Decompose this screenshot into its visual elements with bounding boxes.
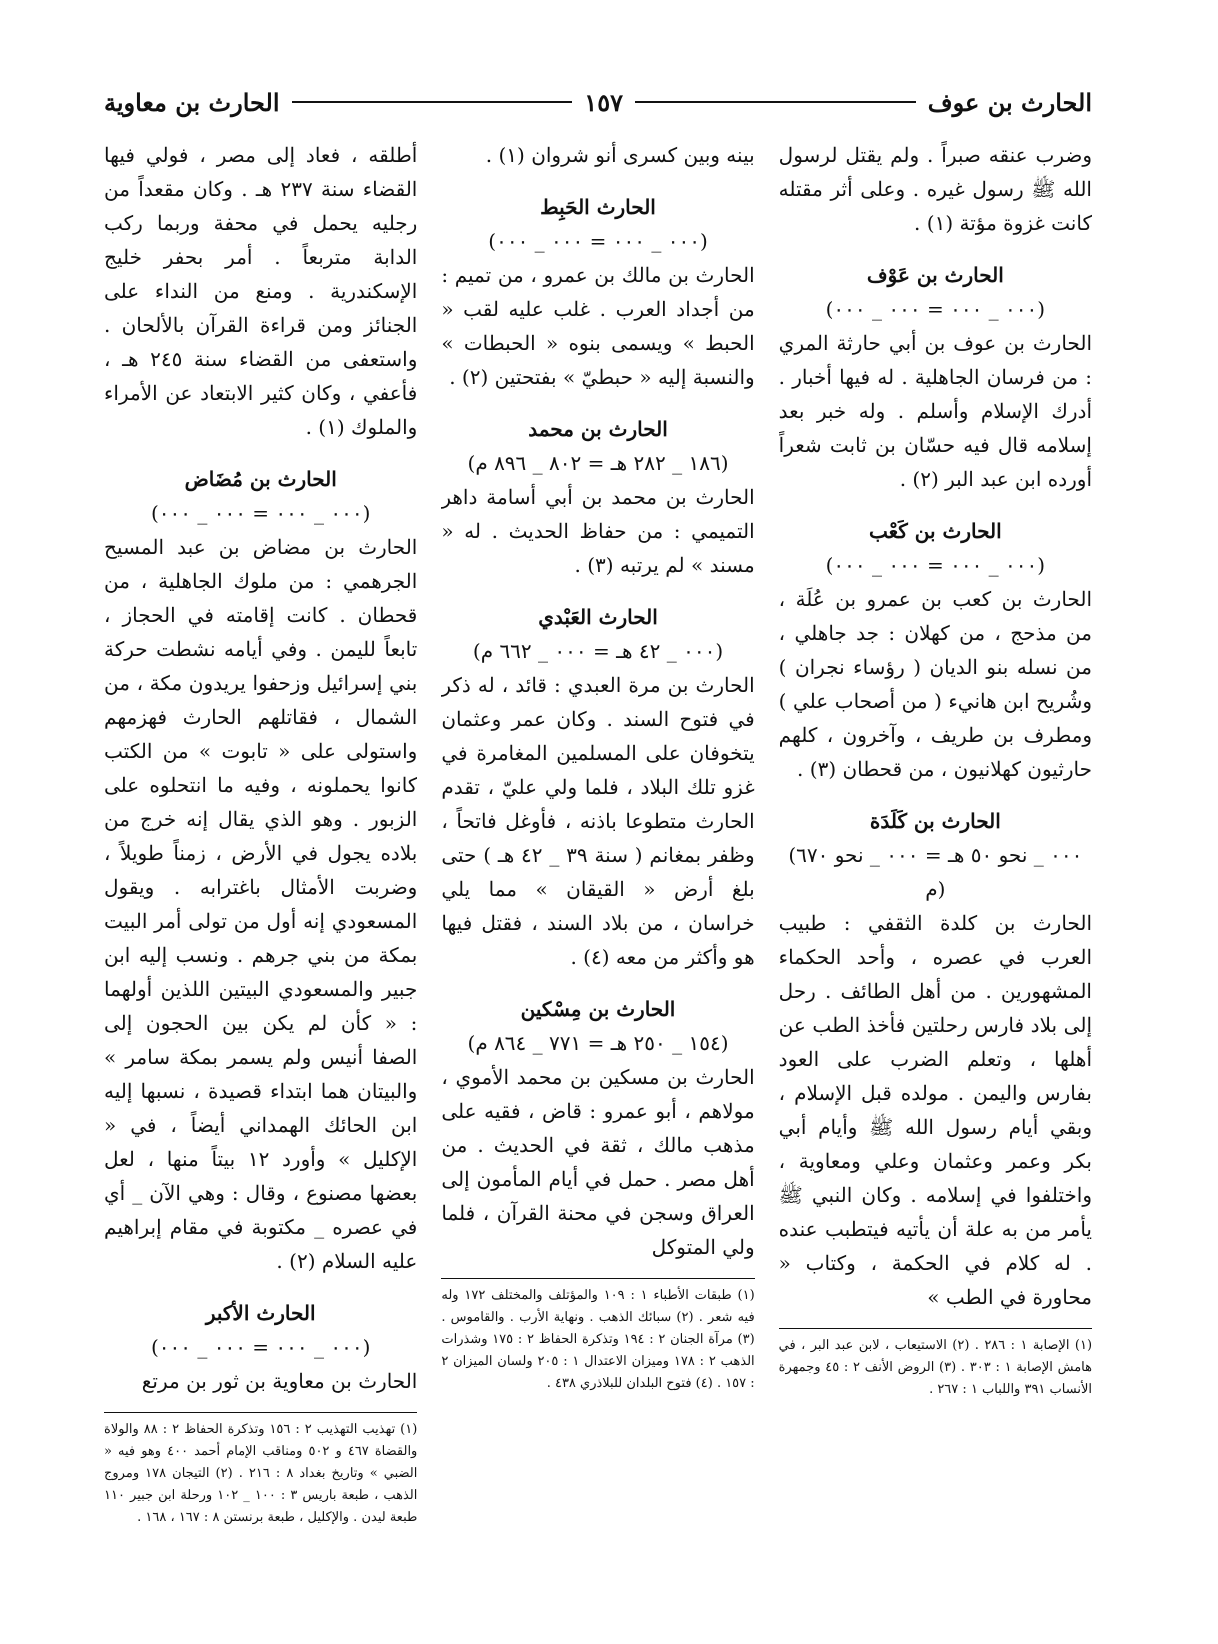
entry-dates: (٠٠٠ _ ٠٠٠ = ٠٠٠ _ ٠٠٠) [150, 1335, 371, 1359]
entry-title: الحارث بن مُضَاض [184, 467, 337, 491]
entry-dates: (٠٠٠ _ ٠٠٠ = ٠٠٠ _ ٠٠٠) [488, 229, 708, 253]
footnotes: (١) تهذيب التهذيب ٢ : ١٥٦ وتذكرة الحفاظ ٢ : ٨٨ والولاة والقضاة ٤٦٧ و ٥٠٢ ومناقب الإمام أحمد ٤٠٠ وهو فيه « الضبي » وتاريخ بغداد ٨ : ٢١٦ . (٢) التيجان ١٧٨ ومروج الذهب ، طبعة باريس ٣ : ١٠٠ _ ١٠٢ ورحلة ابن جبير ١١٠ طبعة ليدن . والإكليل ، طبعة برنستن ٨ : ١٦٧ ، ١٦٨ . [104, 1412, 417, 1529]
entry-title: الحارث الحَبِط [540, 195, 656, 219]
entry-title: الحارث بن كَلَدَة [869, 809, 1001, 833]
lead: أطلقه ، فعاد إلى مصر ، فولي فيها القضاء سنة ٢٣٧ هـ . وكان مقعداً من رجليه يحمل في محفة وربما ركب الدابة متربعاً . أمر بحفر خليج الإسكندرية . ومنع من النداء على الجنائز ومن قراءة القرآن بالألحان . واستعفى من القضاء سنة ٢٤٥ هـ ، فأعفي ، وكان كثير الابتعاد عن الأمراء والملوك (١) . [104, 143, 418, 439]
entry-dates: (٠٠٠ _ ٤٢ هـ = ٠٠٠ _ ٦٦٢ م) [472, 639, 724, 663]
entry-body: الحارث بن معاوية بن ثور بن مرتع [141, 1369, 418, 1393]
entry-title: الحارث بن مِسْكين [520, 997, 676, 1021]
footnotes: (١) الإصابة ١ : ٢٨٦ . (٢) الاستيعاب ، لابن عبد البر ، في هامش الإصابة ١ : ٣٠٣ . (٣) الروض الأنف ٢ : ٤٥ وجمهرة الأنساب ٣٩١ واللباب ١ : ٢٦٧ . [779, 1328, 1092, 1401]
entry-dates: (١٥٤ _ ٢٥٠ هـ = ٧٧١ _ ٨٦٤ م) [467, 1031, 729, 1055]
entry-body: الحارث بن محمد بن أبي أسامة داهر التميمي : من حفاظ الحديث . له « مسند » لم يرتبه (٣) . [441, 485, 755, 577]
header-right: الحارث بن عوف [927, 87, 1092, 117]
entry-title: الحارث العَبْدي [538, 605, 658, 629]
running-header [104, 82, 1092, 122]
page-number: ١٥٧ [584, 87, 623, 117]
entry-dates: (٠٠٠ _ نحو ٥٠ هـ = ٠٠٠ _ نحو ٦٧٠ م) [788, 843, 1083, 901]
entry-dates: (١٨٦ _ ٢٨٢ هـ = ٨٠٢ _ ٨٩٦ م) [467, 451, 729, 475]
lead: بينه وبين كسرى أنو شروان (١) . [485, 143, 755, 167]
entry-body: الحارث بن مسكين بن محمد الأموي ، مولاهم ، أبو عمرو : قاض ، فقيه على مذهب مالك ، ثقة في الحديث . من أهل مصر . حمل في أيام المأمون إلى العراق وسجن في محنة القرآن ، فلما ولي المتوكل [441, 1065, 755, 1259]
entry-title: الحارث بن محمد [528, 417, 668, 441]
column-middle [441, 138, 754, 1604]
footnotes: (١) طبقات الأطباء ١ : ١٠٩ والمؤتلف والمختلف ١٧٢ وله فيه شعر . (٢) سبائك الذهب . ونهاية الأرب . والقاموس . (٣) مرآة الجنان ٢ : ١٩٤ وتذكرة الحفاظ ٢ : ١٧٥ وشذرات الذهب ٢ : ١٧٨ وميزان الاعتدال ١ : ٢٠٥ ولسان الميزان ٢ : ١٥٧ . (٤) فتوح البلدان للبلاذري ٤٣٨ . [441, 1278, 754, 1395]
entry-title: الحارث بن عَوْف [866, 263, 1004, 287]
entry-title: الحارث الأكبر [205, 1301, 316, 1325]
entry-body: الحارث بن مالك بن عمرو ، من تميم : من أجداد العرب . غلب عليه لقب « الحبط » ويسمى بنوه « الحبطات » والنسبة إليه « حبطيّ » بفتحتين (٢) . [441, 263, 755, 389]
entry-dates: (٠٠٠ _ ٠٠٠ = ٠٠٠ _ ٠٠٠) [150, 501, 371, 525]
entry-dates: (٠٠٠ _ ٠٠٠ = ٠٠٠ _ ٠٠٠) [825, 297, 1046, 321]
columns [104, 138, 1092, 1604]
column-left [104, 138, 417, 1604]
header-rule [635, 101, 916, 103]
header-left: الحارث بن معاوية [103, 87, 280, 117]
entry-body: الحارث بن كلدة الثقفي : طبيب العرب في عصره ، وأحد الحكماء المشهورين . من أهل الطائف . رحل إلى بلاد فارس رحلتين فأخذ الطب عن أهلها ، وتعلم الضرب على العود بفارس واليمن . مولده قبل الإسلام ، وبقي أيام رسول الله ﷺ وأيام أبي بكر وعمر وعثمان وعلي ومعاوية ، واختلفوا في إسلامه . وكان النبي ﷺ يأمر من به علة أن يأتيه فيتطبب عنده . له كلام في الحكمة ، وكتاب « محاورة في الطب » [778, 911, 1092, 1309]
header-rule [292, 101, 573, 103]
entry-body: الحارث بن عوف بن أبي حارثة المري : من فرسان الجاهلية . له فيها أخبار . أدرك الإسلام وأسلم . وله خبر بعد إسلامه قال فيه حسّان بن ثابت شعراً أورده ابن عبد البر (٢) . [778, 331, 1092, 491]
entry-dates: (٠٠٠ _ ٠٠٠ = ٠٠٠ _ ٠٠٠) [825, 553, 1046, 577]
entry-title: الحارث بن كَعْب [869, 519, 1002, 543]
entry-body: الحارث بن مرة العبدي : قائد ، له ذكر في فتوح السند . وكان عمر وعثمان يتخوفان على المسلمين المغامرة في غزو تلك البلاد ، فلما ولي عليّ ، تقدم الحارث متطوعا باذنه ، فأوغل فاتحاً ، وظفر بمغانم ( سنة ٣٩ _ ٤٢ هـ ) حتى بلغ أرض « القيقان » مما يلي خراسان ، من بلاد السند ، فقتل فيها هو وأكثر من معه (٤) . [441, 673, 755, 969]
entry-body: الحارث بن مضاض بن عبد المسيح الجرهمي : من ملوك الجاهلية ، من قحطان . كانت إقامته في الحجاز ، تابعاً لليمن . وفي أيامه نشطت حركة بني إسرائيل وزحفوا يريدون مكة ، من الشمال ، فقاتلهم الحارث فهزمهم واستولى على « تابوت » من الكتب كانوا يحملونه ، وفيه ما انتحلوه على الزبور . وهو الذي يقال إنه خرج من بلاده يجول في الأرض ، زمناً طويلاً ، وضربت الأمثال باغترابه . ويقول المسعودي إنه أول من تولى أمر البيت بمكة من بني جرهم . ونسب إليه ابن جبير والمسعودي البيتين اللذين أولهما : « كأن لم يكن بين الحجون إلى الصفا أنيس ولم يسمر بمكة سامر » والبيتان هما ابتداء قصيدة ، نسبها إليه ابن الحائك الهمداني أيضاً ، في « الإكليل » وأورد ١٢ بيتاً منها ، لعل بعضها مصنوع ، وقال : وهي الآن _ أي في عصره _ مكتوبة في مقام إبراهيم عليه السلام (٢) . [104, 535, 418, 1273]
entry-body: الحارث بن كعب بن عمرو بن عُلَة ، من مذحج ، من كهلان : جد جاهلي ، من نسله بنو الديان ( رؤساء نجران ) وشُريح ابن هانيء ( من أصحاب علي ) ومطرف بن طريف ، وآخرون ، كلهم حارثيون كهلانيون ، من قحطان (٣) . [778, 587, 1092, 781]
lead: وضرب عنقه صبراً . ولم يقتل لرسول الله ﷺ رسول غيره . وعلى أثر مقتله كانت غزوة مؤتة (١) . [778, 143, 1092, 235]
column-right [779, 138, 1092, 1604]
